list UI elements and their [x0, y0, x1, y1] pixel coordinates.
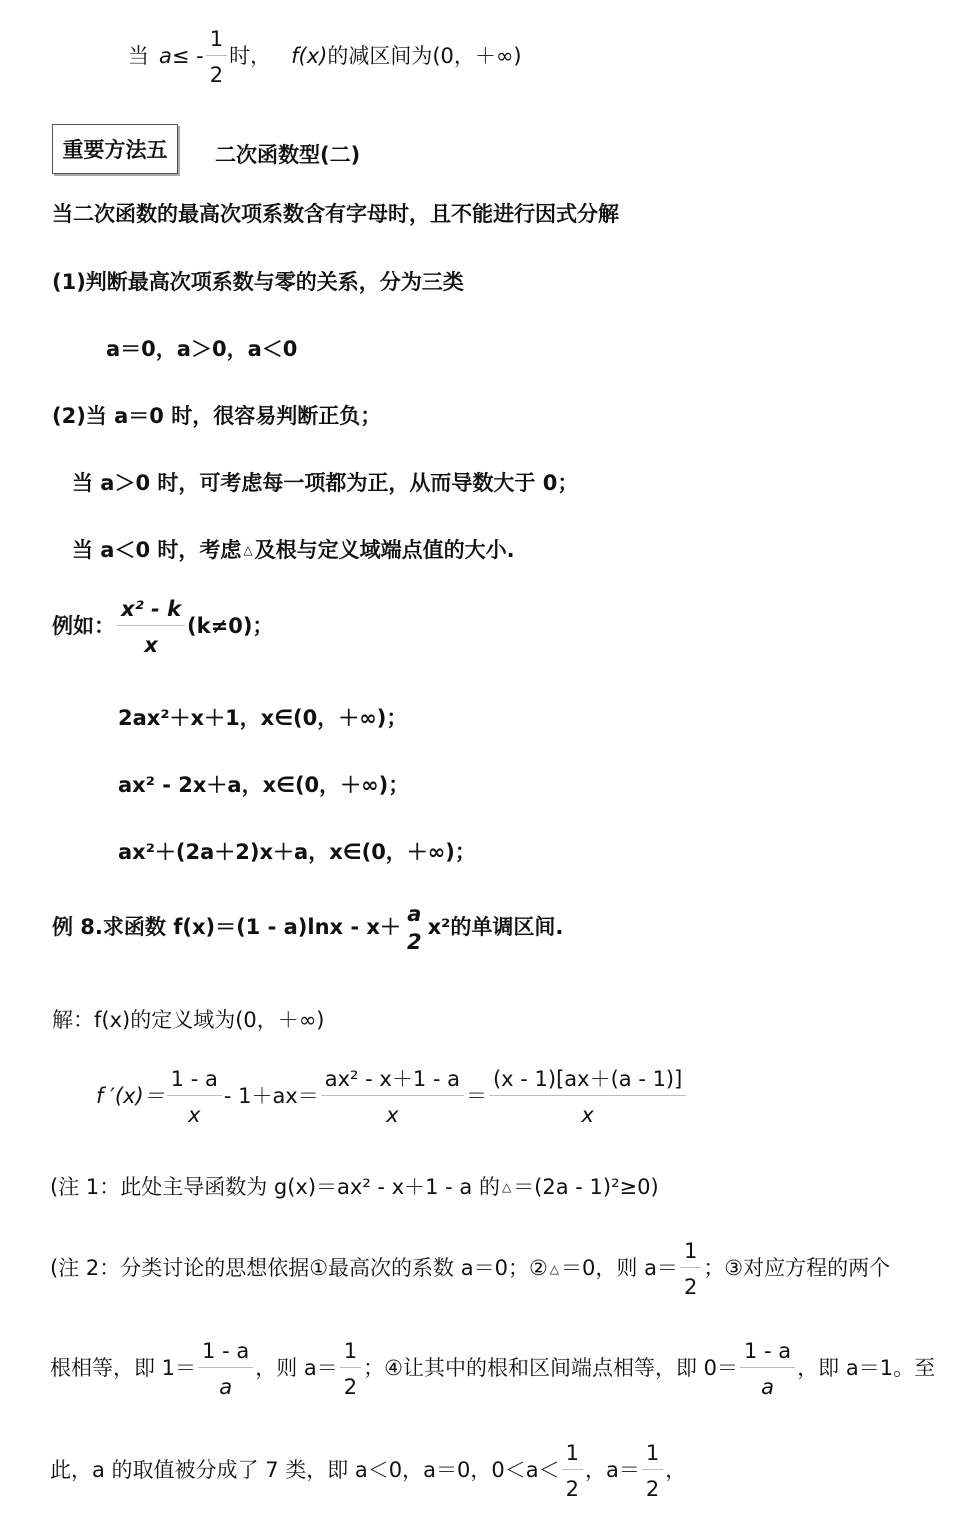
text: 此，a 的取值被分成了 7 类，即 a＜0，a＝0，0＜a＜ — [50, 1458, 560, 1483]
step2b-line: 当 a＞0 时，可考虑每一项都为正，从而导数大于 0； — [72, 471, 579, 495]
text: 当 — [128, 44, 149, 69]
text: 时， — [229, 44, 272, 69]
delta-icon: △ — [501, 1180, 512, 1195]
text: ；④让其中的根和区间端点相等，即 0＝ — [363, 1356, 739, 1381]
text: ，a＝ — [585, 1458, 640, 1483]
text: 例 8.求函数 f(x)＝(1 - a)lnx - x＋ — [52, 915, 401, 940]
text: ＝ — [465, 1084, 487, 1109]
step1-cases: a＝0，a＞0，a＜0 — [106, 337, 298, 361]
fraction: $\frac{1}{2}$ — [340, 1340, 361, 1398]
example-line — [52, 598, 273, 656]
method-box: 重要方法五 — [52, 124, 178, 174]
var-a: a — [159, 44, 172, 69]
text: (注 2：分类讨论的思想依据①最高次的系数 a＝0；② — [50, 1256, 548, 1281]
text: f ′(x)＝ — [96, 1084, 165, 1109]
fraction: $\frac{1}{2}$ — [680, 1240, 701, 1298]
text: 当 a＜0 时，考虑 — [72, 538, 242, 562]
text: - 1＋ax＝ — [223, 1084, 319, 1109]
text: ＝(2a - 1)²≥0) — [513, 1175, 659, 1199]
fraction: $\frac{1 - a}{a}$ — [198, 1340, 253, 1398]
step1-line: (1)判断最高次项系数与零的关系，分为三类 — [52, 270, 464, 294]
fraction: a 2 — [406, 902, 422, 955]
text: ，即 a＝1。至 — [797, 1356, 936, 1381]
note4-line — [50, 1442, 686, 1500]
fraction: $\frac{\text{ax² - x＋1 - a}}{x}$ — [321, 1068, 464, 1126]
text: ≤ - — [171, 44, 204, 69]
fraction: $\frac{\text{x² - k}}{x}$ — [117, 598, 185, 656]
text: ；③对应方程的两个 — [703, 1256, 891, 1281]
fraction: $\frac{1 - a}{a}$ — [740, 1340, 795, 1398]
method-title: 二次函数型(二) — [215, 143, 361, 167]
text: 根相等，即 1＝ — [50, 1356, 197, 1381]
line-decreasing-interval — [128, 28, 522, 86]
text: (注 1：此处主导函数为 g(x)＝ax² - x＋1 - a 的 — [50, 1175, 500, 1199]
fraction: $\frac{1 - a}{x}$ — [167, 1068, 222, 1126]
fraction: $\frac{1}{2}$ — [562, 1442, 583, 1500]
step2c-line — [72, 538, 515, 563]
text: ＝0，则 a＝ — [561, 1256, 678, 1281]
note2-line — [50, 1240, 890, 1298]
text: x²的单调区间. — [427, 915, 564, 940]
note3-line — [50, 1340, 935, 1398]
text: ， — [665, 1458, 687, 1483]
note1-line — [50, 1175, 659, 1200]
text: 的减区间为(0，＋∞) — [327, 44, 522, 69]
text: 及根与定义域端点值的大小. — [254, 538, 515, 562]
text: 例如： — [52, 614, 115, 639]
step2a-line: (2)当 a＝0 时，很容易判断正负； — [52, 404, 382, 428]
expr2: ax² - 2x＋a，x∈(0，＋∞)； — [118, 773, 410, 797]
fraction: $\frac{(x - 1)[ax+(a - 1)]}{x}$ — [489, 1068, 686, 1126]
expr1: 2ax²＋x＋1，x∈(0，＋∞)； — [118, 706, 408, 730]
text: (k≠0)； — [187, 614, 274, 639]
fraction: $\frac{1}{2}$ — [642, 1442, 663, 1500]
delta-icon: △ — [549, 1261, 560, 1276]
text: ，则 a＝ — [255, 1356, 338, 1381]
expr3: ax²＋(2a＋2)x＋a，x∈(0，＋∞)； — [118, 840, 476, 864]
solution-line: 解：f(x)的定义域为(0，＋∞) — [52, 1008, 325, 1032]
delta-icon: △ — [243, 543, 253, 558]
example8-line — [52, 903, 563, 953]
intro-line: 当二次函数的最高次项系数含有字母时，且不能进行因式分解 — [52, 202, 619, 226]
fraction: $\frac{1}{2}$ — [206, 28, 227, 86]
derivative-line — [96, 1068, 688, 1126]
fx: f(x) — [291, 44, 328, 69]
